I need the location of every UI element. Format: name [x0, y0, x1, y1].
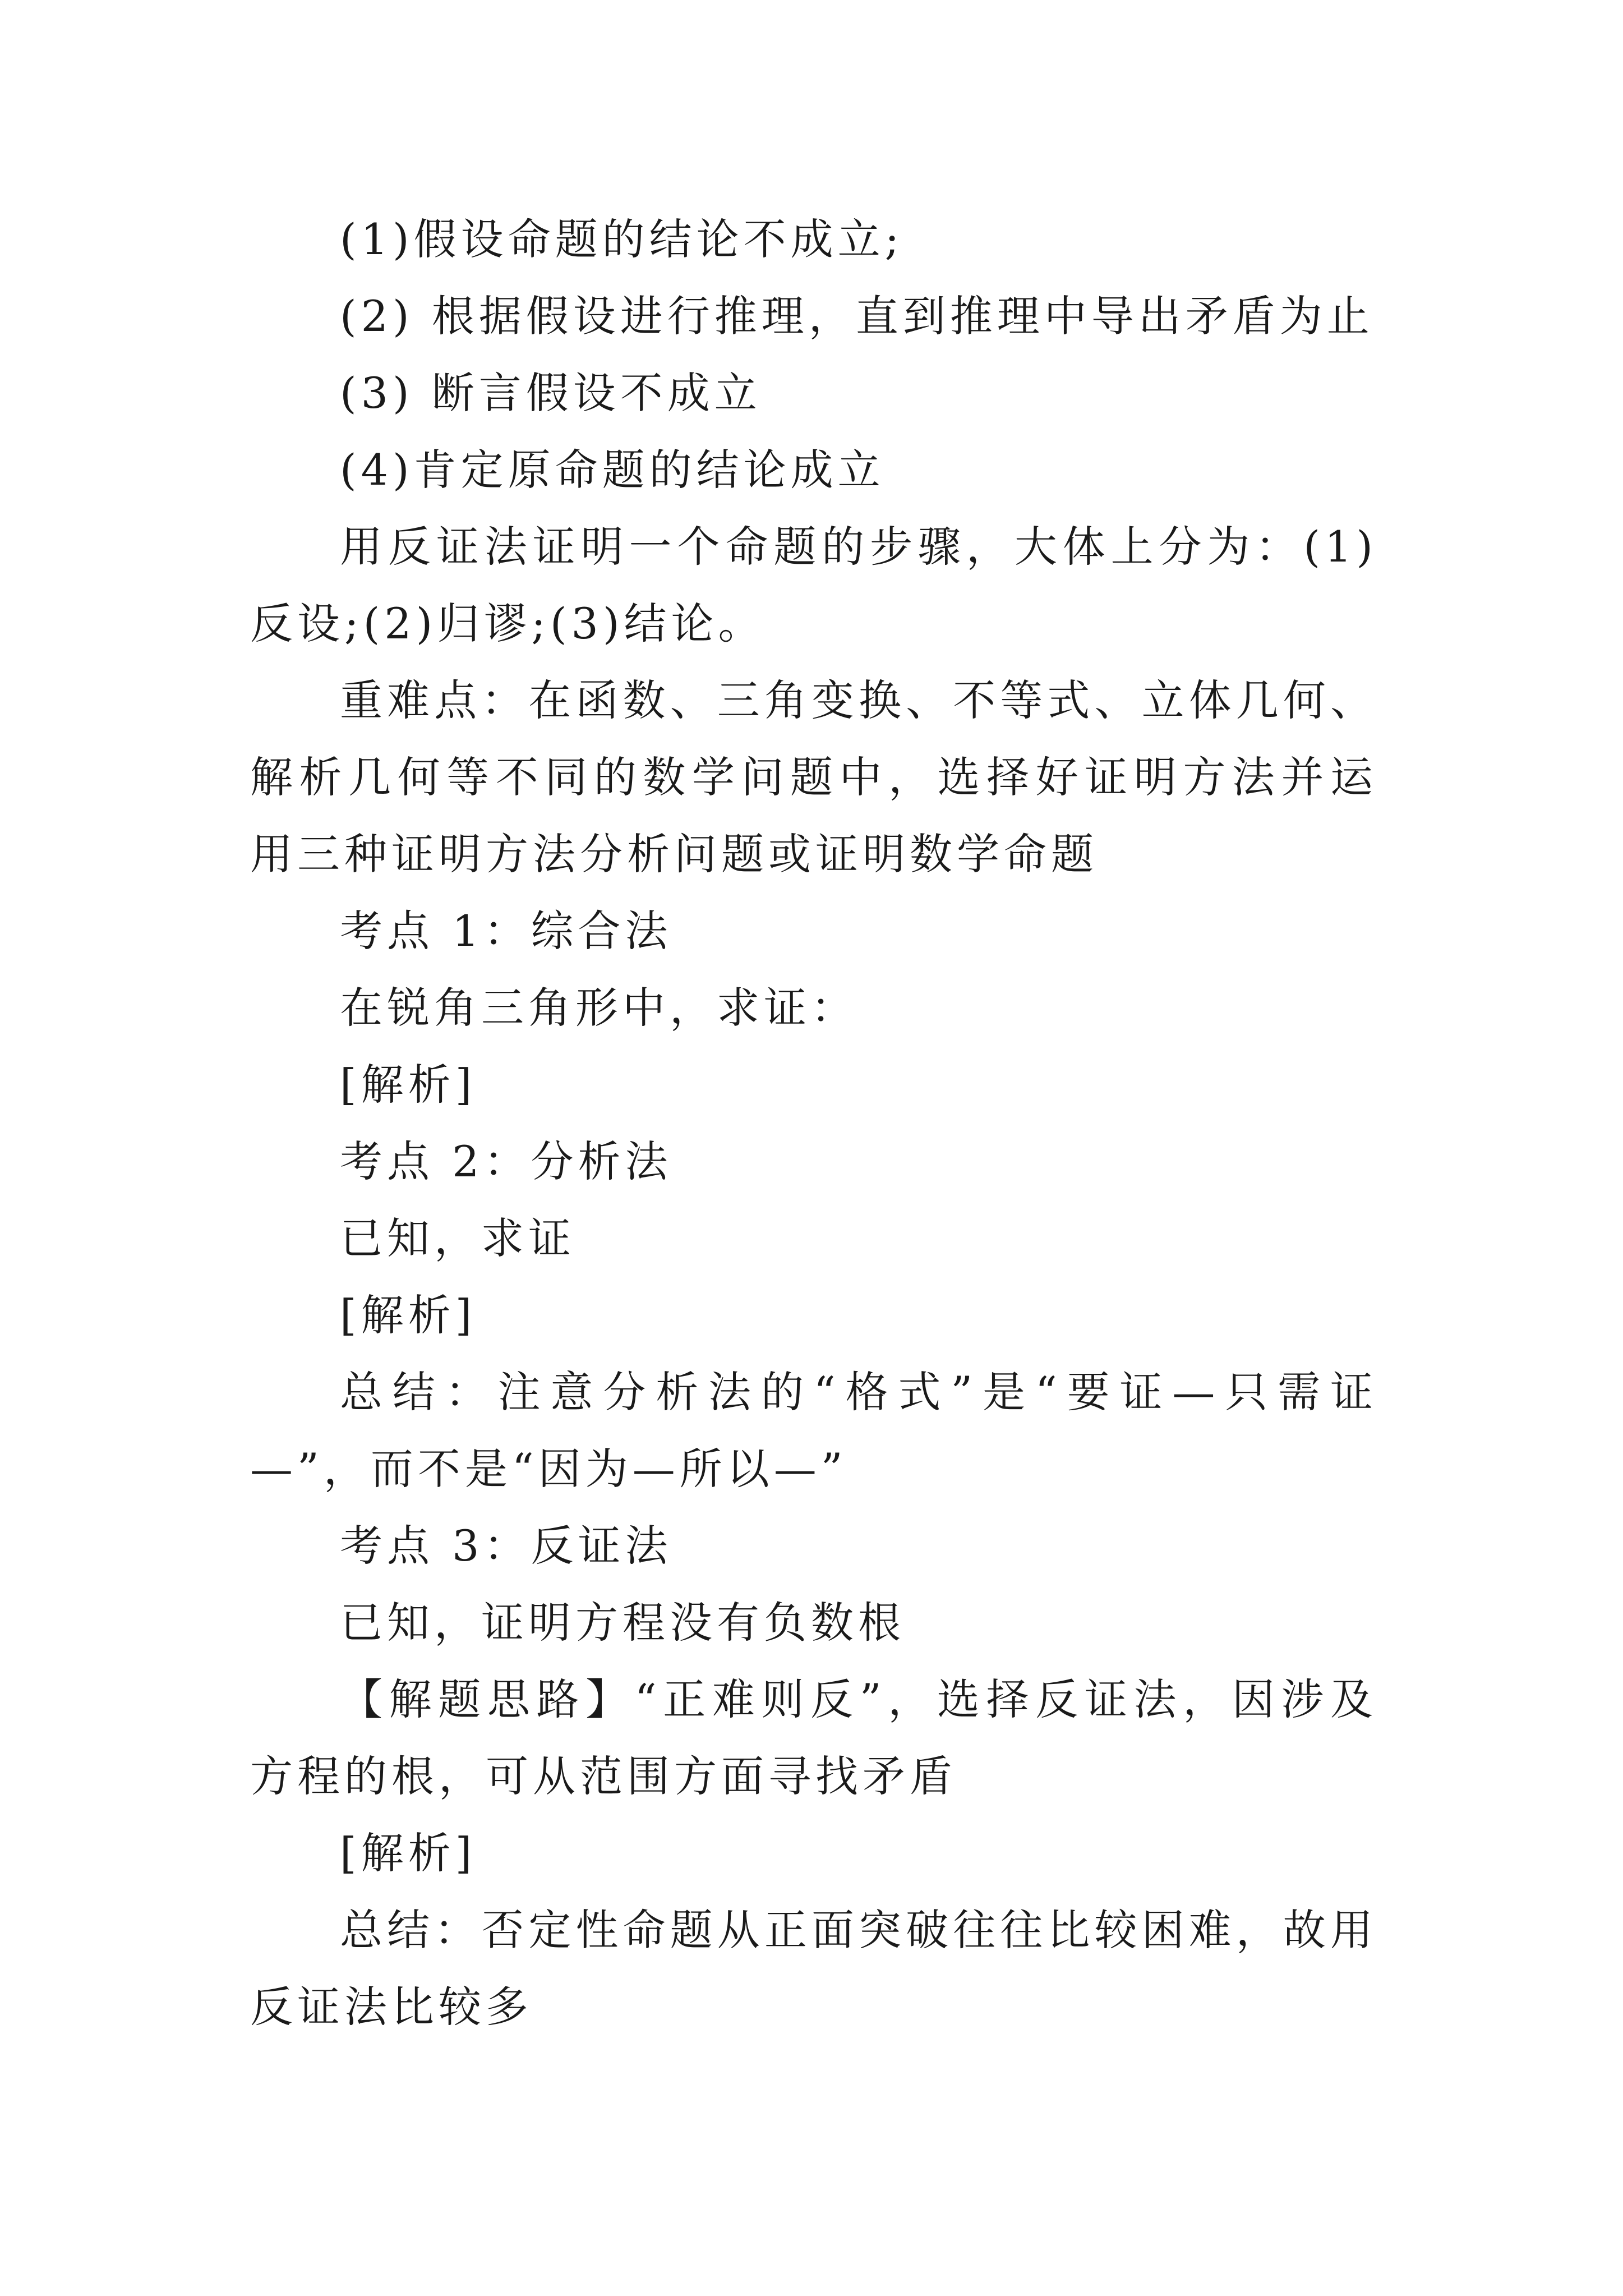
paragraph-step-4: (4)肯定原命题的结论成立: [340, 445, 885, 495]
paragraph-problem-1: 在锐角三角形中，求证：: [340, 983, 858, 1033]
heading-topic-2: 考点 2：分析法: [340, 1137, 672, 1186]
label-analysis-1: [解析]: [340, 1060, 477, 1110]
label-analysis-2: [解析]: [340, 1290, 477, 1340]
paragraph-problem-3: 已知，证明方程没有负数根: [340, 1598, 905, 1648]
paragraph-summary-2: 总结：注意分析法的“格式”是“要证—只需证—”，而不是“因为—所以—”: [250, 1367, 1377, 1494]
paragraph-key-points: 重难点：在函数、三角变换、不等式、立体几何、解析几何等不同的数学问题中，选择好证明方法并运用三种证明方法分析问题或证明数学命题: [250, 675, 1377, 879]
heading-topic-1: 考点 1：综合法: [340, 906, 672, 956]
paragraph-step-3: (3) 断言假设不成立: [340, 368, 762, 418]
paragraph-step-1: (1)假设命题的结论不成立;: [340, 214, 904, 264]
document-body: [250, 201, 1377, 2045]
paragraph-summary-3: 总结：否定性命题从正面突破往往比较困难，故用反证法比较多: [250, 1905, 1377, 2032]
paragraph-problem-2: 已知，求证: [340, 1213, 575, 1263]
paragraph-proof-steps: 用反证法证明一个命题的步骤，大体上分为：(1)反设;(2)归谬;(3)结论。: [250, 522, 1377, 648]
heading-topic-3: 考点 3：反证法: [340, 1521, 672, 1571]
label-analysis-3: [解析]: [340, 1828, 477, 1878]
paragraph-step-2: (2) 根据假设进行推理，直到推理中导出矛盾为止: [340, 291, 1374, 341]
paragraph-solution-idea: 【解题思路】“正难则反”，选择反证法，因涉及方程的根，可从范围方面寻找矛盾: [250, 1674, 1377, 1801]
